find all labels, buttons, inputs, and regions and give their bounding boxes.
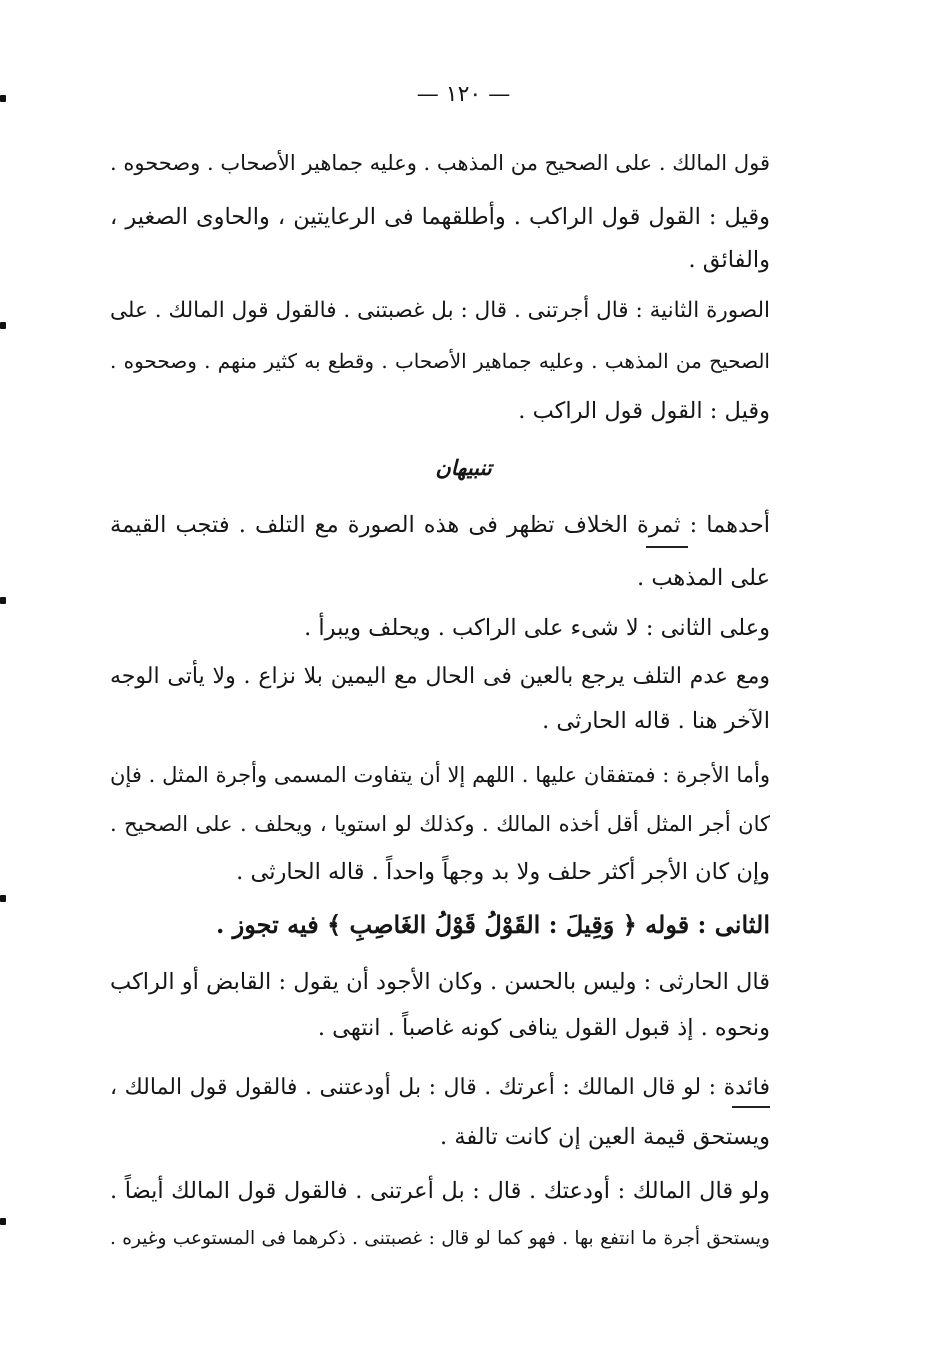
text-line: الثانى : قوله ﴿ وَقِيلَ : القَوْلُ قَوْلُ الغَاصِبِ ﴾ فيه تجوز . [215, 910, 770, 939]
text-line: قال الحارثى : وليس بالحسن . وكان الأجود أن يقول : القابض أو الراكب [110, 969, 770, 995]
margin-mark [0, 895, 6, 902]
text-line: فائدة : لو قال المالك : أعرتك . قال : بل أودعتنى . فالقول قول المالك ، [110, 1075, 770, 1100]
text-line: قول المالك . على الصحيح من المذهب . وعليه جماهير الأصحاب . وصححوه . [110, 151, 770, 175]
text-line: وأما الأجرة : فمتفقان عليها . اللهم إلا أن يتفاوت المسمى وأجرة المثل . فإن [110, 763, 770, 787]
margin-mark [0, 1218, 6, 1225]
text-line: ويستحق أجرة ما انتفع بها . فهو كما لو قال : غصبتنى . ذكرهما فى المستوعب وغيره . [110, 1228, 770, 1249]
underline [646, 546, 688, 548]
text-line: ومع عدم التلف يرجع بالعين فى الحال مع اليمين بلا نزاع . ولا يأتى الوجه [110, 664, 770, 689]
text-line: وقيل : القول قول الراكب . وأطلقهما فى الرعايتين ، والحاوى الصغير ، [110, 204, 770, 230]
page-number: — ١٢٠ — [416, 82, 511, 107]
text-line: الصحيح من المذهب . وعليه جماهير الأصحاب . وقطع به كثير منهم . وصححوه . [110, 349, 770, 373]
text-line: على المذهب . [637, 565, 770, 591]
text-line: وإن كان الأجر أكثر حلف ولا بد وجهاً واحداً . قاله الحارثى . [236, 859, 770, 885]
text-line: ولو قال المالك : أودعتك . قال : بل أعرتنى . فالقول قول المالك أيضاً . [110, 1178, 770, 1204]
text-line: ويستحق قيمة العين إن كانت تالفة . [440, 1124, 770, 1150]
text-line: كان أجر المثل أقل أخذه المالك . وكذلك لو استويا ، ويحلف . على الصحيح . [110, 812, 770, 836]
text-line: أحدهما : ثمرة الخلاف تظهر فى هذه الصورة مع التلف . فتجب القيمة [110, 512, 770, 538]
section-heading: تنبيهان [435, 455, 492, 480]
text-line: ونحوه . إذ قبول القول ينافى كونه غاصباً . انتهى . [317, 1015, 770, 1041]
underline [732, 1106, 770, 1108]
margin-mark [0, 597, 6, 604]
text-line: والفائق . [688, 247, 770, 273]
text-line: وقيل : القول قول الراكب . [518, 398, 770, 424]
text-line: الصورة الثانية : قال أجرتنى . قال : بل غصبتنى . فالقول قول المالك . على [110, 298, 770, 323]
text-line: الآخر هنا . قاله الحارثى . [542, 708, 770, 734]
margin-mark [0, 322, 6, 329]
text-line: وعلى الثانى : لا شىء على الراكب . ويحلف ويبرأ . [304, 615, 770, 641]
